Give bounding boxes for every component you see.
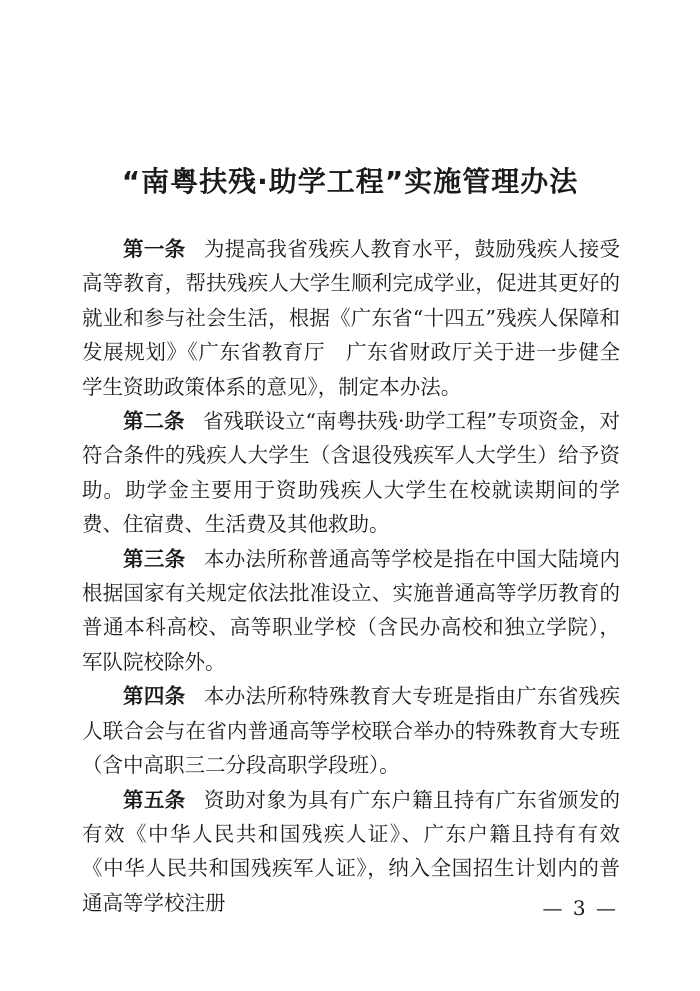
article-heading: 第二条 [123, 409, 185, 434]
article-5 [82, 783, 620, 921]
page-number: — 3 — [542, 896, 618, 920]
article-3 [82, 542, 620, 680]
document-title: “南粤扶残·助学工程”实施管理办法 [121, 165, 579, 198]
article-heading: 第四条 [123, 684, 186, 709]
article-text: 本办法所称特殊教育大专班是指由广东省残疾人联合会与在省内普通高等学校联合举办的特殊教育大专班（含中高职三二分段高职学段班）。 [82, 684, 621, 778]
article-heading: 第五条 [123, 787, 186, 812]
document-body [82, 232, 620, 920]
article-1 [82, 232, 620, 404]
article-4 [82, 679, 620, 782]
article-heading: 第三条 [123, 546, 186, 571]
article-heading: 第一条 [123, 237, 186, 261]
article-text: 资助对象为具有广东户籍且持有广东省颁发的有效《中华人民共和国残疾人证》、广东户籍且持有有效《中华人民共和国残疾军人证》，纳入全国招生计划内的普通高等学校注册 [82, 787, 621, 915]
article-text: 省残联设立“南粤扶残·助学工程”专项资金，对符合条件的残疾人大学生（含退役残疾军人大学生）给予资助。助学金主要用于资助残疾人大学生在校就读期间的学费、住宿费、生活费及其他救助。 [82, 409, 620, 537]
article-text: 为提高我省残疾人教育水平，鼓励残疾人接受高等教育，帮扶残疾人大学生顺利完成学业，促进其更好的就业和参与社会生活，根据《广东省“十四五”残疾人保障和发展规划》《广东省教育厅 广东省财政厅关于进一步健全学生资助政策体系的意见》，制定本办法。 [82, 237, 621, 399]
article-2 [82, 404, 620, 542]
article-text: 本办法所称普通高等学校是指在中国大陆境内根据国家有关规定依法批准设立、实施普通高等学历教育的普通本科高校、高等职业学校（含民办高校和独立学院），军队院校除外。 [82, 546, 621, 674]
